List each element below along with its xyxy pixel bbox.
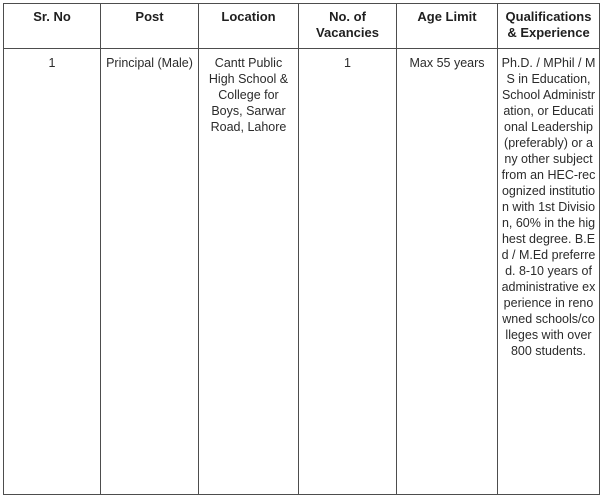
cell-post: Principal (Male) bbox=[101, 49, 199, 495]
cell-qualifications: Ph.D. / MPhil / MS in Education, School Administration, or Educational Leadership (preferably) or any other subject from an HEC-recognized institution with 1st Division, 60% in the highest degree. B.Ed / M.Ed preferred. 8-10 years of administrative experience in renowned schools/colleges with over 800 students. bbox=[498, 49, 600, 495]
cell-location: Cantt Public High School & College for Boys, Sarwar Road, Lahore bbox=[199, 49, 299, 495]
header-row bbox=[4, 4, 600, 49]
header-qualifications: Qualifications & Experience bbox=[498, 4, 600, 49]
header-sr-no: Sr. No bbox=[4, 4, 101, 49]
header-post: Post bbox=[101, 4, 199, 49]
cell-vacancies: 1 bbox=[299, 49, 397, 495]
table-row bbox=[4, 49, 600, 495]
cell-age-limit: Max 55 years bbox=[397, 49, 498, 495]
table-body bbox=[4, 49, 600, 495]
header-age-limit: Age Limit bbox=[397, 4, 498, 49]
header-location: Location bbox=[199, 4, 299, 49]
cell-sr-no: 1 bbox=[4, 49, 101, 495]
header-vacancies: No. of Vacancies bbox=[299, 4, 397, 49]
table-header bbox=[4, 4, 600, 49]
vacancy-table bbox=[3, 3, 600, 495]
